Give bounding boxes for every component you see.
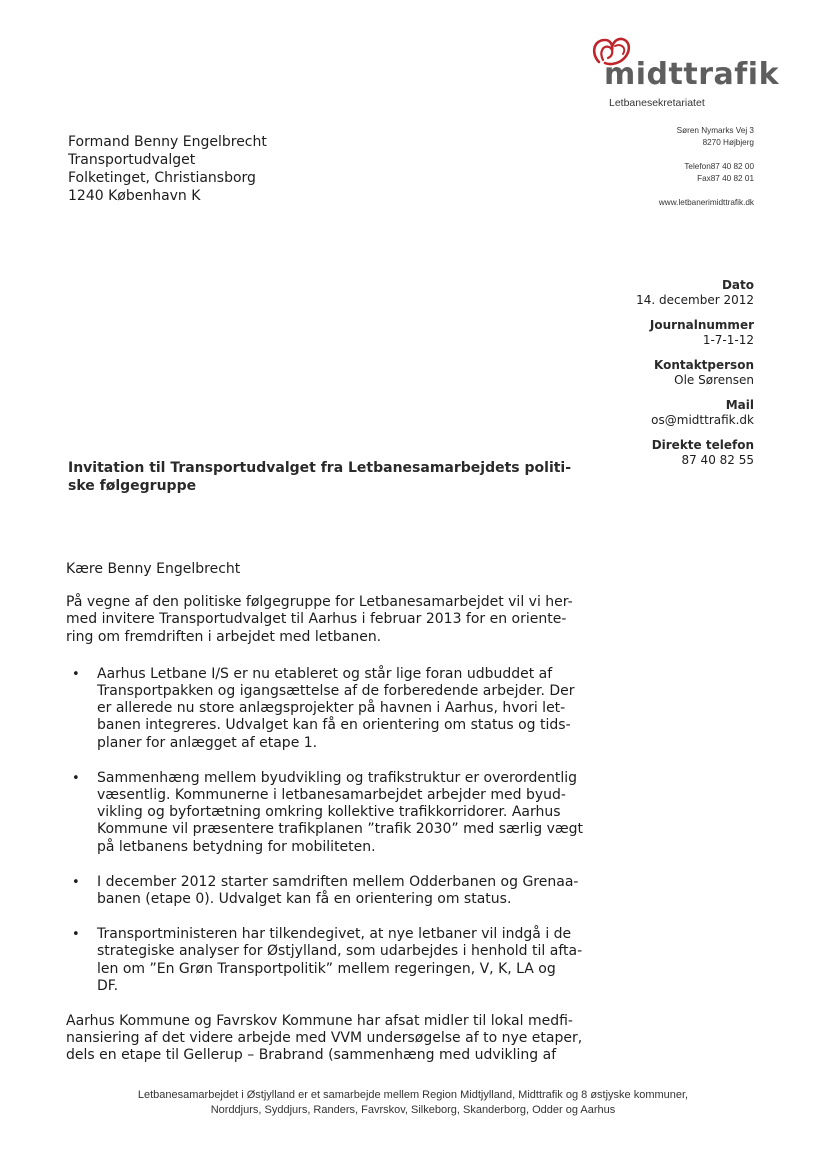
body-line: vikling og byfortætning omkring kollektive trafikkorridorer. Aarhus xyxy=(97,804,561,821)
journal-value: 1-7-1-12 xyxy=(702,332,754,347)
page-footer xyxy=(60,1088,766,1118)
mail-link[interactable]: os@midttrafik.dk xyxy=(651,412,754,427)
footer-line: Norddjurs, Syddjurs, Randers, Favrskov, Silkeborg, Skanderborg, Odder og Aarhus xyxy=(210,1104,616,1116)
body-line: Aarhus Kommune og Favrskov Kommune har afsat midler til lokal medfi- xyxy=(66,1013,573,1030)
contact-value: Ole Sørensen xyxy=(674,372,754,387)
list-item xyxy=(66,874,586,908)
recipient-line: Folketinget, Christiansborg xyxy=(68,170,256,186)
letter-body xyxy=(66,561,586,1079)
bullet-icon: • xyxy=(72,874,80,890)
sender-phone: Telefon87 40 82 00 xyxy=(684,162,754,171)
sender-web-link[interactable]: www.letbanerimidttrafik.dk xyxy=(658,198,754,207)
subject-line: Invitation til Transportudvalget fra Letbanesamarbejdets politi- xyxy=(68,460,572,476)
contact-label: Kontaktperson xyxy=(653,358,754,372)
recipient-address xyxy=(68,133,267,205)
journal-label: Journalnummer xyxy=(649,318,754,332)
body-line: er allerede nu store anlægsprojekter på havnen i Aarhus, hvori let- xyxy=(97,700,566,717)
list-item xyxy=(66,926,586,995)
body-line: på letbanens betydning for mobiliteten. xyxy=(97,838,376,855)
letter-subject xyxy=(68,459,588,495)
body-line: Sammenhæng mellem byudvikling og trafikstruktur er overordentlig xyxy=(97,769,578,786)
body-line: Transportpakken og igangsættelse af de forberedende arbejder. Der xyxy=(97,683,575,700)
recipient-line: 1240 København K xyxy=(68,188,201,204)
recipient-line: Transportudvalget xyxy=(68,152,196,168)
body-line: På vegne af den politiske følgegruppe for Letbanesamarbejdet vil vi her- xyxy=(66,594,573,611)
logo-department: Letbanesekretariatet xyxy=(609,97,705,109)
body-line: planer for anlægget af etape 1. xyxy=(97,734,318,751)
list-item xyxy=(66,666,586,752)
date-value: 14. december 2012 xyxy=(636,292,754,307)
subject-line: ske følgegruppe xyxy=(68,478,197,494)
body-line: DF. xyxy=(97,977,119,994)
body-line: væsentlig. Kommunerne i letbanesamarbejdet arbejder med byud- xyxy=(97,787,566,804)
bullet-icon: • xyxy=(72,666,80,682)
letter-meta xyxy=(636,278,754,478)
mail-label: Mail xyxy=(725,398,754,412)
body-line: med invitere Transportudvalget til Aarhus i februar 2013 for en oriente- xyxy=(66,611,567,628)
body-line: Aarhus Letbane I/S er nu etableret og står lige foran udbuddet af xyxy=(97,665,553,682)
body-line: dels en etape til Gellerup – Brabrand (sammenhæng med udvikling af xyxy=(66,1047,557,1064)
closing-paragraph xyxy=(66,1013,586,1065)
bullet-icon: • xyxy=(72,770,80,786)
recipient-line: Formand Benny Engelbrecht xyxy=(68,134,267,150)
footer-line: Letbanesamarbejdet i Østjylland er et samarbejde mellem Region Midtjylland, Midttrafik og 8 østjyske kommuner, xyxy=(137,1089,689,1101)
logo-wordmark: midttrafik xyxy=(604,57,780,92)
body-line: banen (etape 0). Udvalget kan få en orientering om status. xyxy=(97,891,512,908)
body-line: nansiering af det videre arbejde med VVM undersøgelse af to nye etaper, xyxy=(66,1030,583,1047)
sender-street: Søren Nymarks Vej 3 xyxy=(676,126,754,135)
body-line: Transportministeren har tilkendegivet, at nye letbaner vil indgå i de xyxy=(97,926,572,943)
intro-paragraph xyxy=(66,594,586,646)
list-item xyxy=(66,770,586,856)
body-line: Kommune vil præsentere trafikplanen ”trafik 2030” med særlig vægt xyxy=(97,821,584,838)
body-line: I december 2012 starter samdriften mellem Odderbanen og Grenaa- xyxy=(97,873,579,890)
body-line: banen integreres. Udvalget kan få en orientering om status og tids- xyxy=(97,717,571,734)
body-line: ring om fremdriften i arbejdet med letbanen. xyxy=(66,628,382,645)
phone-value: 87 40 82 55 xyxy=(681,452,754,467)
body-line: strategiske analyser for Østjylland, som udarbejdes i henhold til afta- xyxy=(97,943,583,960)
date-label: Dato xyxy=(721,278,754,292)
sender-fax: Fax87 40 82 01 xyxy=(697,174,754,183)
bullet-list xyxy=(66,666,586,995)
bullet-icon: • xyxy=(72,927,80,943)
sender-city: 8270 Højbjerg xyxy=(702,138,754,147)
body-line: len om ”En Grøn Transportpolitik” mellem regeringen, V, K, LA og xyxy=(97,960,556,977)
phone-label: Direkte telefon xyxy=(651,438,754,452)
salutation: Kære Benny Engelbrecht xyxy=(66,561,241,577)
